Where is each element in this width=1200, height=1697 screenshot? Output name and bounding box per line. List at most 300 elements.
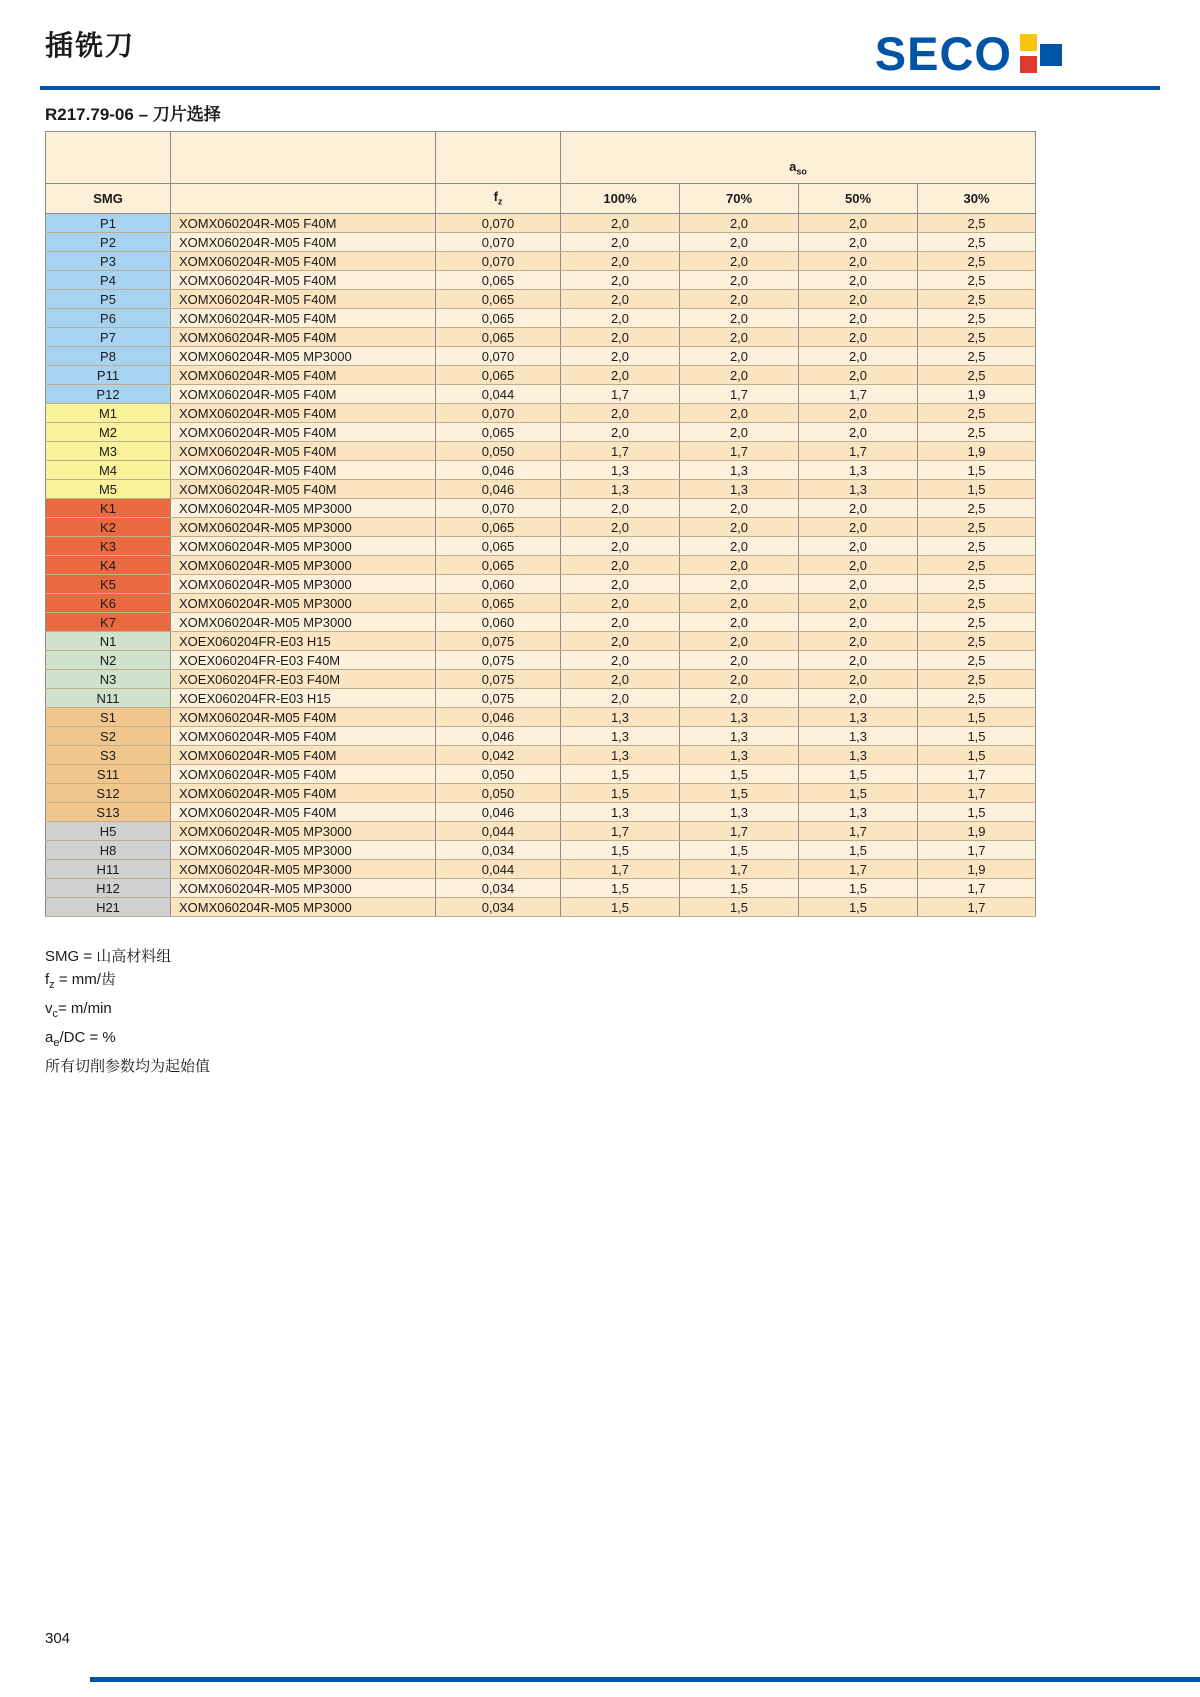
table-row xyxy=(46,689,1036,708)
value-cell: 2,0 xyxy=(561,613,680,632)
fz-cell: 0,044 xyxy=(436,385,561,404)
value-cell: 2,0 xyxy=(561,309,680,328)
value-cell: 2,0 xyxy=(680,328,799,347)
table-row xyxy=(46,575,1036,594)
value-cell: 2,0 xyxy=(799,537,918,556)
value-cell: 2,5 xyxy=(918,252,1036,271)
value-cell: 2,0 xyxy=(799,233,918,252)
value-cell: 1,5 xyxy=(561,879,680,898)
smg-cell: H8 xyxy=(46,841,171,860)
table-row xyxy=(46,613,1036,632)
value-cell: 1,3 xyxy=(680,708,799,727)
smg-cell: K6 xyxy=(46,594,171,613)
value-cell: 2,0 xyxy=(680,366,799,385)
insert-cell: XOMX060204R-M05 F40M xyxy=(171,423,436,442)
value-cell: 2,0 xyxy=(799,252,918,271)
fz-cell: 0,065 xyxy=(436,594,561,613)
fz-cell: 0,050 xyxy=(436,442,561,461)
table-legend xyxy=(45,948,210,1081)
fz-cell: 0,070 xyxy=(436,499,561,518)
table-body xyxy=(46,214,1036,917)
smg-cell: K2 xyxy=(46,518,171,537)
value-cell: 1,5 xyxy=(799,765,918,784)
value-cell: 2,0 xyxy=(799,404,918,423)
value-cell: 2,5 xyxy=(918,214,1036,233)
table-row xyxy=(46,708,1036,727)
value-cell: 1,5 xyxy=(680,879,799,898)
value-cell: 2,0 xyxy=(799,347,918,366)
value-cell: 2,5 xyxy=(918,347,1036,366)
value-cell: 1,3 xyxy=(799,480,918,499)
table-row xyxy=(46,841,1036,860)
table-row xyxy=(46,233,1036,252)
table-row xyxy=(46,632,1036,651)
insert-cell: XOEX060204FR-E03 F40M xyxy=(171,670,436,689)
value-cell: 2,0 xyxy=(561,499,680,518)
value-cell: 2,0 xyxy=(561,328,680,347)
value-cell: 2,5 xyxy=(918,499,1036,518)
header-50: 50% xyxy=(799,184,918,214)
value-cell: 2,5 xyxy=(918,309,1036,328)
value-cell: 1,5 xyxy=(799,898,918,917)
value-cell: 2,5 xyxy=(918,423,1036,442)
value-cell: 2,0 xyxy=(799,651,918,670)
smg-cell: N11 xyxy=(46,689,171,708)
fz-cell: 0,065 xyxy=(436,366,561,385)
fz-cell: 0,060 xyxy=(436,575,561,594)
value-cell: 1,3 xyxy=(680,803,799,822)
value-cell: 1,7 xyxy=(918,841,1036,860)
value-cell: 1,3 xyxy=(561,480,680,499)
smg-cell: P3 xyxy=(46,252,171,271)
value-cell: 1,5 xyxy=(561,898,680,917)
value-cell: 1,3 xyxy=(561,727,680,746)
value-cell: 1,5 xyxy=(918,461,1036,480)
value-cell: 1,5 xyxy=(799,879,918,898)
table-row xyxy=(46,385,1036,404)
fz-cell: 0,046 xyxy=(436,727,561,746)
value-cell: 2,0 xyxy=(680,214,799,233)
page-title: 插铣刀 xyxy=(45,31,136,62)
value-cell: 2,5 xyxy=(918,632,1036,651)
fz-cell: 0,050 xyxy=(436,765,561,784)
value-cell: 2,0 xyxy=(561,594,680,613)
legend-smg: SMG = 山高材料组 xyxy=(45,948,172,965)
value-cell: 2,0 xyxy=(561,214,680,233)
table-row xyxy=(46,366,1036,385)
header-30: 30% xyxy=(918,184,1036,214)
value-cell: 1,5 xyxy=(561,765,680,784)
insert-cell: XOEX060204FR-E03 F40M xyxy=(171,651,436,670)
value-cell: 1,5 xyxy=(680,784,799,803)
insert-cell: XOMX060204R-M05 F40M xyxy=(171,214,436,233)
fz-cell: 0,070 xyxy=(436,404,561,423)
insert-cell: XOMX060204R-M05 F40M xyxy=(171,404,436,423)
value-cell: 1,7 xyxy=(799,385,918,404)
table-row xyxy=(46,461,1036,480)
value-cell: 2,5 xyxy=(918,233,1036,252)
insert-cell: XOMX060204R-M05 F40M xyxy=(171,480,436,499)
header-aso xyxy=(561,132,1036,184)
value-cell: 2,0 xyxy=(561,518,680,537)
header-fz-spacer xyxy=(436,132,561,184)
value-cell: 1,3 xyxy=(561,746,680,765)
smg-cell: S1 xyxy=(46,708,171,727)
value-cell: 2,0 xyxy=(680,499,799,518)
value-cell: 1,7 xyxy=(799,822,918,841)
insert-cell: XOEX060204FR-E03 H15 xyxy=(171,632,436,651)
value-cell: 1,5 xyxy=(561,784,680,803)
value-cell: 2,5 xyxy=(918,575,1036,594)
value-cell: 2,0 xyxy=(561,556,680,575)
smg-cell: P7 xyxy=(46,328,171,347)
value-cell: 1,7 xyxy=(680,822,799,841)
table-row xyxy=(46,518,1036,537)
table-row xyxy=(46,727,1036,746)
smg-cell: S2 xyxy=(46,727,171,746)
value-cell: 1,7 xyxy=(680,442,799,461)
value-cell: 2,0 xyxy=(799,613,918,632)
value-cell: 2,0 xyxy=(799,518,918,537)
value-cell: 2,0 xyxy=(680,309,799,328)
smg-cell: K1 xyxy=(46,499,171,518)
smg-cell: K4 xyxy=(46,556,171,575)
fz-cell: 0,075 xyxy=(436,632,561,651)
fz-cell: 0,070 xyxy=(436,347,561,366)
value-cell: 1,7 xyxy=(561,822,680,841)
value-cell: 2,0 xyxy=(561,271,680,290)
value-cell: 2,0 xyxy=(561,670,680,689)
value-cell: 2,0 xyxy=(799,328,918,347)
value-cell: 1,5 xyxy=(918,708,1036,727)
value-cell: 1,3 xyxy=(561,803,680,822)
smg-cell: P12 xyxy=(46,385,171,404)
smg-cell: P8 xyxy=(46,347,171,366)
fz-cell: 0,075 xyxy=(436,670,561,689)
value-cell: 1,9 xyxy=(918,442,1036,461)
value-cell: 1,5 xyxy=(680,765,799,784)
value-cell: 1,5 xyxy=(918,480,1036,499)
smg-cell: K3 xyxy=(46,537,171,556)
value-cell: 2,0 xyxy=(561,423,680,442)
insert-cell: XOMX060204R-M05 F40M xyxy=(171,233,436,252)
smg-cell: N1 xyxy=(46,632,171,651)
value-cell: 1,3 xyxy=(680,746,799,765)
insert-cell: XOMX060204R-M05 MP3000 xyxy=(171,613,436,632)
insert-cell: XOMX060204R-M05 F40M xyxy=(171,385,436,404)
value-cell: 2,0 xyxy=(561,404,680,423)
value-cell: 2,5 xyxy=(918,537,1036,556)
fz-cell: 0,060 xyxy=(436,613,561,632)
insert-cell: XOMX060204R-M05 F40M xyxy=(171,252,436,271)
value-cell: 2,5 xyxy=(918,518,1036,537)
table-row xyxy=(46,879,1036,898)
value-cell: 2,5 xyxy=(918,328,1036,347)
insert-cell: XOMX060204R-M05 F40M xyxy=(171,746,436,765)
insert-cell: XOMX060204R-M05 MP3000 xyxy=(171,898,436,917)
table-row xyxy=(46,290,1036,309)
fz-cell: 0,042 xyxy=(436,746,561,765)
fz-cell: 0,044 xyxy=(436,860,561,879)
insert-cell: XOMX060204R-M05 F40M xyxy=(171,271,436,290)
header-insert xyxy=(171,184,436,214)
value-cell: 2,0 xyxy=(561,689,680,708)
footer-divider xyxy=(90,1677,1200,1682)
logo-red-square xyxy=(1020,56,1037,73)
value-cell: 2,0 xyxy=(561,366,680,385)
value-cell: 2,0 xyxy=(799,575,918,594)
table-row xyxy=(46,347,1036,366)
table-row xyxy=(46,252,1036,271)
value-cell: 2,0 xyxy=(680,290,799,309)
smg-cell: K7 xyxy=(46,613,171,632)
value-cell: 1,7 xyxy=(918,898,1036,917)
value-cell: 2,0 xyxy=(680,613,799,632)
smg-cell: M4 xyxy=(46,461,171,480)
smg-cell: M2 xyxy=(46,423,171,442)
aso-base: a xyxy=(789,159,797,175)
value-cell: 2,0 xyxy=(561,632,680,651)
insert-cell: XOMX060204R-M05 F40M xyxy=(171,461,436,480)
value-cell: 2,0 xyxy=(561,575,680,594)
logo-blue-square xyxy=(1040,44,1062,66)
section-title: R217.79-06 – 刀片选择 xyxy=(45,105,221,124)
value-cell: 1,5 xyxy=(918,727,1036,746)
value-cell: 2,0 xyxy=(561,651,680,670)
value-cell: 2,5 xyxy=(918,290,1036,309)
value-cell: 2,5 xyxy=(918,271,1036,290)
value-cell: 2,0 xyxy=(561,290,680,309)
smg-cell: S11 xyxy=(46,765,171,784)
insert-cell: XOMX060204R-M05 F40M xyxy=(171,442,436,461)
table-row xyxy=(46,822,1036,841)
legend-ae: $a_e/DC$ = % xyxy=(45,1029,116,1049)
insert-cell: XOMX060204R-M05 MP3000 xyxy=(171,879,436,898)
value-cell: 1,7 xyxy=(799,442,918,461)
value-cell: 1,9 xyxy=(918,860,1036,879)
value-cell: 1,7 xyxy=(680,385,799,404)
smg-cell: H21 xyxy=(46,898,171,917)
value-cell: 1,7 xyxy=(918,765,1036,784)
value-cell: 1,3 xyxy=(680,727,799,746)
fz-cell: 0,070 xyxy=(436,233,561,252)
value-cell: 2,0 xyxy=(680,670,799,689)
smg-cell: H12 xyxy=(46,879,171,898)
value-cell: 1,5 xyxy=(799,784,918,803)
fz-cell: 0,065 xyxy=(436,271,561,290)
value-cell: 2,0 xyxy=(799,271,918,290)
table-row xyxy=(46,309,1036,328)
smg-cell: N2 xyxy=(46,651,171,670)
insert-cell: XOMX060204R-M05 F40M xyxy=(171,803,436,822)
table-row xyxy=(46,328,1036,347)
fz-cell: 0,065 xyxy=(436,556,561,575)
smg-cell: K5 xyxy=(46,575,171,594)
fz-cell: 0,034 xyxy=(436,898,561,917)
table-row xyxy=(46,784,1036,803)
value-cell: 2,5 xyxy=(918,613,1036,632)
value-cell: 1,7 xyxy=(680,860,799,879)
value-cell: 2,5 xyxy=(918,366,1036,385)
fz-cell: 0,075 xyxy=(436,689,561,708)
insert-cell: XOMX060204R-M05 MP3000 xyxy=(171,575,436,594)
page-number: 304 xyxy=(45,1630,71,1647)
value-cell: 1,7 xyxy=(561,385,680,404)
smg-cell: S3 xyxy=(46,746,171,765)
value-cell: 2,0 xyxy=(680,556,799,575)
table-header-label-row xyxy=(46,184,1036,214)
table-row xyxy=(46,746,1036,765)
value-cell: 2,0 xyxy=(561,537,680,556)
value-cell: 1,3 xyxy=(680,461,799,480)
smg-cell: P5 xyxy=(46,290,171,309)
value-cell: 2,5 xyxy=(918,670,1036,689)
insert-cell: XOMX060204R-M05 MP3000 xyxy=(171,518,436,537)
value-cell: 1,5 xyxy=(918,803,1036,822)
value-cell: 1,7 xyxy=(918,879,1036,898)
smg-cell: P2 xyxy=(46,233,171,252)
table-row xyxy=(46,404,1036,423)
header-100: 100% xyxy=(561,184,680,214)
fz-cell: 0,046 xyxy=(436,708,561,727)
smg-cell: M3 xyxy=(46,442,171,461)
insert-cell: XOMX060204R-M05 MP3000 xyxy=(171,594,436,613)
table-row xyxy=(46,214,1036,233)
value-cell: 2,0 xyxy=(680,404,799,423)
table-row xyxy=(46,651,1036,670)
value-cell: 2,0 xyxy=(561,233,680,252)
seco-logo-mark-icon xyxy=(1020,31,1062,77)
value-cell: 1,3 xyxy=(799,708,918,727)
value-cell: 1,3 xyxy=(799,461,918,480)
smg-cell: M1 xyxy=(46,404,171,423)
value-cell: 2,0 xyxy=(680,423,799,442)
value-cell: 2,0 xyxy=(680,537,799,556)
table-header-top-row xyxy=(46,132,1036,184)
smg-cell: S12 xyxy=(46,784,171,803)
fz-cell: 0,034 xyxy=(436,879,561,898)
value-cell: 1,3 xyxy=(799,727,918,746)
value-cell: 1,5 xyxy=(561,841,680,860)
value-cell: 1,7 xyxy=(918,784,1036,803)
seco-logo xyxy=(874,27,1062,80)
insert-cell: XOMX060204R-M05 F40M xyxy=(171,290,436,309)
value-cell: 1,5 xyxy=(918,746,1036,765)
legend-vc: $v_c= m/\min$ xyxy=(45,1000,112,1020)
insert-cell: XOMX060204R-M05 F40M xyxy=(171,784,436,803)
value-cell: 2,0 xyxy=(680,594,799,613)
table-row xyxy=(46,765,1036,784)
value-cell: 2,0 xyxy=(680,632,799,651)
table-row xyxy=(46,803,1036,822)
insert-cell: XOMX060204R-M05 MP3000 xyxy=(171,537,436,556)
insert-cell: XOMX060204R-M05 F40M xyxy=(171,328,436,347)
insert-cell: XOMX060204R-M05 F40M xyxy=(171,708,436,727)
table-row xyxy=(46,670,1036,689)
smg-cell: M5 xyxy=(46,480,171,499)
value-cell: 1,7 xyxy=(561,442,680,461)
fz-cell: 0,070 xyxy=(436,214,561,233)
value-cell: 1,3 xyxy=(799,746,918,765)
value-cell: 2,0 xyxy=(799,366,918,385)
fz-cell: 0,065 xyxy=(436,518,561,537)
aso-sub: so xyxy=(796,167,807,177)
value-cell: 2,0 xyxy=(799,670,918,689)
value-cell: 2,0 xyxy=(799,309,918,328)
fz-cell: 0,050 xyxy=(436,784,561,803)
value-cell: 1,5 xyxy=(799,841,918,860)
fz-cell: 0,046 xyxy=(436,803,561,822)
smg-cell: H11 xyxy=(46,860,171,879)
fz-cell: 0,044 xyxy=(436,822,561,841)
fz-cell: 0,065 xyxy=(436,328,561,347)
header-divider xyxy=(40,86,1160,90)
seco-logo-text: SECO xyxy=(874,27,1012,80)
legend-note: 所有切削参数均为起始值 xyxy=(45,1058,211,1075)
value-cell: 1,3 xyxy=(561,461,680,480)
value-cell: 1,3 xyxy=(561,708,680,727)
value-cell: 2,0 xyxy=(680,575,799,594)
smg-cell: P4 xyxy=(46,271,171,290)
smg-cell: P6 xyxy=(46,309,171,328)
value-cell: 2,0 xyxy=(561,347,680,366)
value-cell: 2,0 xyxy=(799,689,918,708)
value-cell: 2,0 xyxy=(680,689,799,708)
value-cell: 1,5 xyxy=(680,898,799,917)
insert-cell: XOMX060204R-M05 MP3000 xyxy=(171,841,436,860)
smg-cell: P1 xyxy=(46,214,171,233)
fz-cell: 0,065 xyxy=(436,537,561,556)
smg-cell: P11 xyxy=(46,366,171,385)
table-row xyxy=(46,499,1036,518)
value-cell: 2,0 xyxy=(561,252,680,271)
value-cell: 2,0 xyxy=(799,214,918,233)
header-70: 70% xyxy=(680,184,799,214)
table-row xyxy=(46,898,1036,917)
header-fz xyxy=(436,184,561,214)
value-cell: 2,5 xyxy=(918,594,1036,613)
insert-cell: XOMX060204R-M05 F40M xyxy=(171,366,436,385)
value-cell: 2,0 xyxy=(799,594,918,613)
value-cell: 1,3 xyxy=(680,480,799,499)
value-cell: 2,0 xyxy=(680,651,799,670)
value-cell: 2,5 xyxy=(918,689,1036,708)
table-row xyxy=(46,271,1036,290)
fz-cell: 0,034 xyxy=(436,841,561,860)
fz-cell: 0,065 xyxy=(436,309,561,328)
smg-cell: S13 xyxy=(46,803,171,822)
value-cell: 2,0 xyxy=(680,347,799,366)
value-cell: 2,0 xyxy=(799,556,918,575)
value-cell: 1,9 xyxy=(918,822,1036,841)
header-smg: SMG xyxy=(46,184,171,214)
fz-cell: 0,070 xyxy=(436,252,561,271)
value-cell: 2,5 xyxy=(918,556,1036,575)
insert-cell: XOMX060204R-M05 MP3000 xyxy=(171,822,436,841)
fz-base: f xyxy=(493,189,498,205)
insert-cell: XOMX060204R-M05 F40M xyxy=(171,727,436,746)
insert-cell: XOMX060204R-M05 MP3000 xyxy=(171,860,436,879)
logo-yellow-square xyxy=(1020,34,1037,51)
fz-cell: 0,046 xyxy=(436,461,561,480)
value-cell: 2,0 xyxy=(799,632,918,651)
value-cell: 2,0 xyxy=(680,271,799,290)
value-cell: 2,0 xyxy=(680,252,799,271)
fz-cell: 0,075 xyxy=(436,651,561,670)
legend-fz: $f_z = mm/$齿 xyxy=(45,971,116,991)
insert-selection-table xyxy=(45,131,1036,917)
table-row xyxy=(46,423,1036,442)
